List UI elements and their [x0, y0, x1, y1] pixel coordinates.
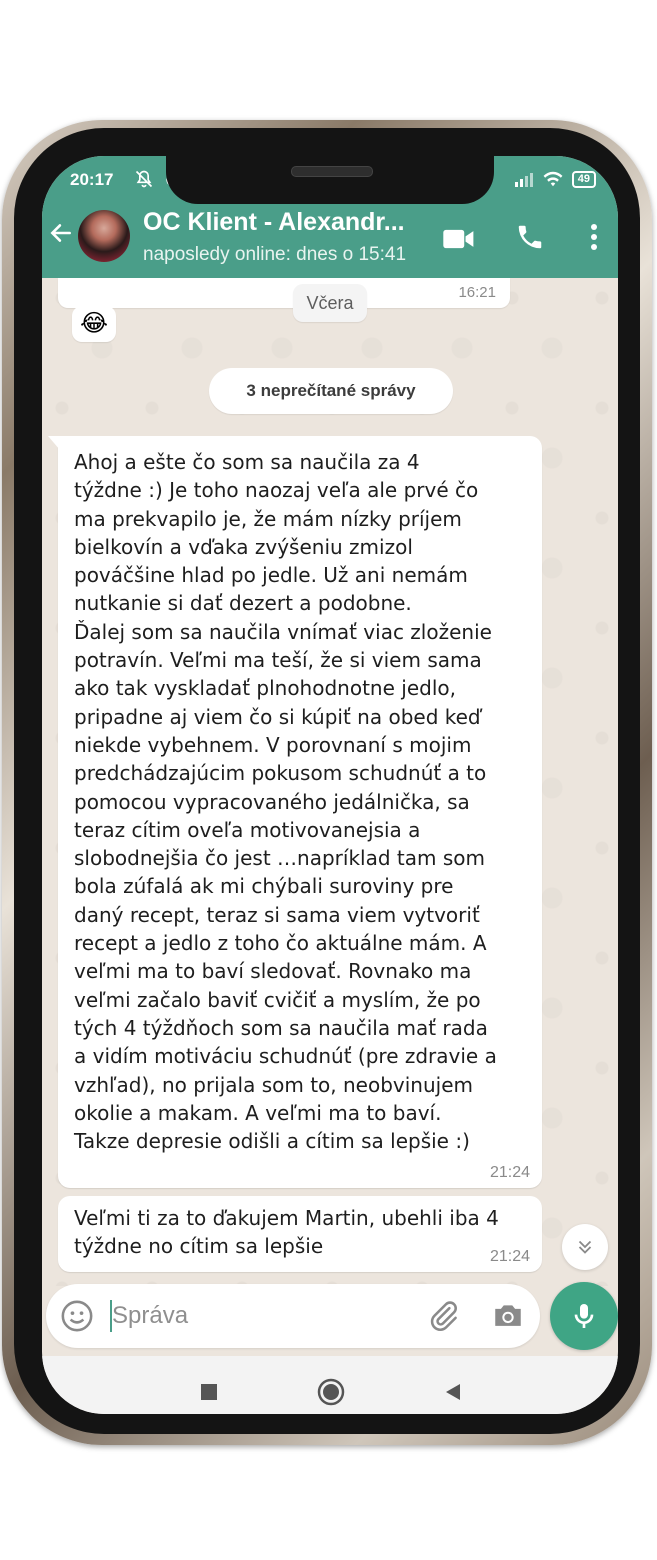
unread-messages-label: 3 neprečítané správy	[209, 368, 453, 414]
message-composer	[46, 1284, 540, 1348]
emoji-message[interactable]: 😂	[72, 306, 116, 342]
signal-icon	[514, 171, 534, 187]
camera-notch	[166, 156, 494, 204]
microphone-button[interactable]	[550, 1282, 618, 1350]
message-text: Veľmi ti za to ďakujem Martin, ubehli iba 4 týždne no cítim sa lepšie	[74, 1206, 499, 1259]
attach-icon[interactable]	[426, 1299, 460, 1333]
date-separator: Včera	[293, 284, 367, 322]
message-input[interactable]: Správa	[112, 1302, 189, 1329]
navigation-bar	[42, 1356, 618, 1414]
wifi-icon	[542, 170, 564, 188]
message-time: 21:24	[489, 1164, 530, 1181]
earpiece-speaker	[291, 166, 373, 177]
video-call-icon[interactable]	[442, 224, 476, 254]
bell-off-icon	[134, 169, 154, 189]
phone-screen	[42, 156, 618, 1414]
camera-icon[interactable]	[491, 1299, 525, 1333]
scroll-to-bottom-button[interactable]	[562, 1224, 608, 1270]
message-bubble[interactable]	[58, 1196, 542, 1272]
status-time: 20:17	[70, 170, 114, 189]
microphone-icon	[568, 1300, 600, 1332]
recent-apps-icon[interactable]	[199, 1382, 219, 1402]
more-options-icon[interactable]	[589, 222, 599, 252]
back-arrow-icon[interactable]	[48, 220, 74, 246]
chevron-double-down-icon	[574, 1236, 596, 1258]
contact-avatar[interactable]	[78, 210, 130, 262]
previous-message-bubble	[58, 278, 510, 308]
previous-message-time: 16:21	[458, 284, 496, 301]
message-bubble[interactable]	[58, 436, 542, 1188]
last-seen-status: naposledy online: dnes o 15:41	[143, 244, 407, 265]
battery-indicator: 49	[572, 171, 596, 188]
contact-name[interactable]: OC Klient - Alexandr...	[143, 208, 405, 236]
back-icon[interactable]	[442, 1381, 464, 1403]
phone-call-icon[interactable]	[515, 222, 545, 252]
status-right	[514, 170, 596, 188]
message-time: 21:24	[489, 1248, 530, 1265]
message-text: Ahoj a ešte čo som sa naučila za 4 týždne :) Je toho naozaj veľa ale prvé čo ma prekvapilo je, že mám nízky príjem bielkovín a vďaka zvýšeniu zmizol pováčšine hlad po jedle. Už ani nemám nutkanie si dať dezert a podobne. Ďalej som sa naučila vnímať viac zloženie potravín. Veľmi ma teší, že si viem sama ako tak vyskladať plnohodnotne jedlo, pripadne aj viem čo si kúpiť na obed keď niekde vybehnem. V porovnaní s mojim predchádzajúcim pokusom schudnúť a to pomocou vypracovaného jedálnička, sa teraz cítim oveľa motivovanejsia a slobodnejšia čo jest …napríklad tam som bola zúfalá ak mi chýbali suroviny pre daný recept, teraz si sama viem vytvoriť recept a jedlo z toho čo aktuálne mám. A veľmi ma to baví sledovať. Rovnako ma veľmi začalo baviť cvičiť a myslím, že po tých 4 týždňoch som sa naučila mať rada a vidím motiváciu schudnúť (pre zdravie a vzhľad), no prijala som to, neobvinujem okolie a makam. A veľmi ma to baví. Takze depresie odišli a cítim sa lepšie :)	[74, 450, 497, 1154]
message-tail	[48, 436, 60, 450]
emoji-icon[interactable]	[60, 1299, 94, 1333]
home-icon[interactable]	[316, 1377, 346, 1407]
